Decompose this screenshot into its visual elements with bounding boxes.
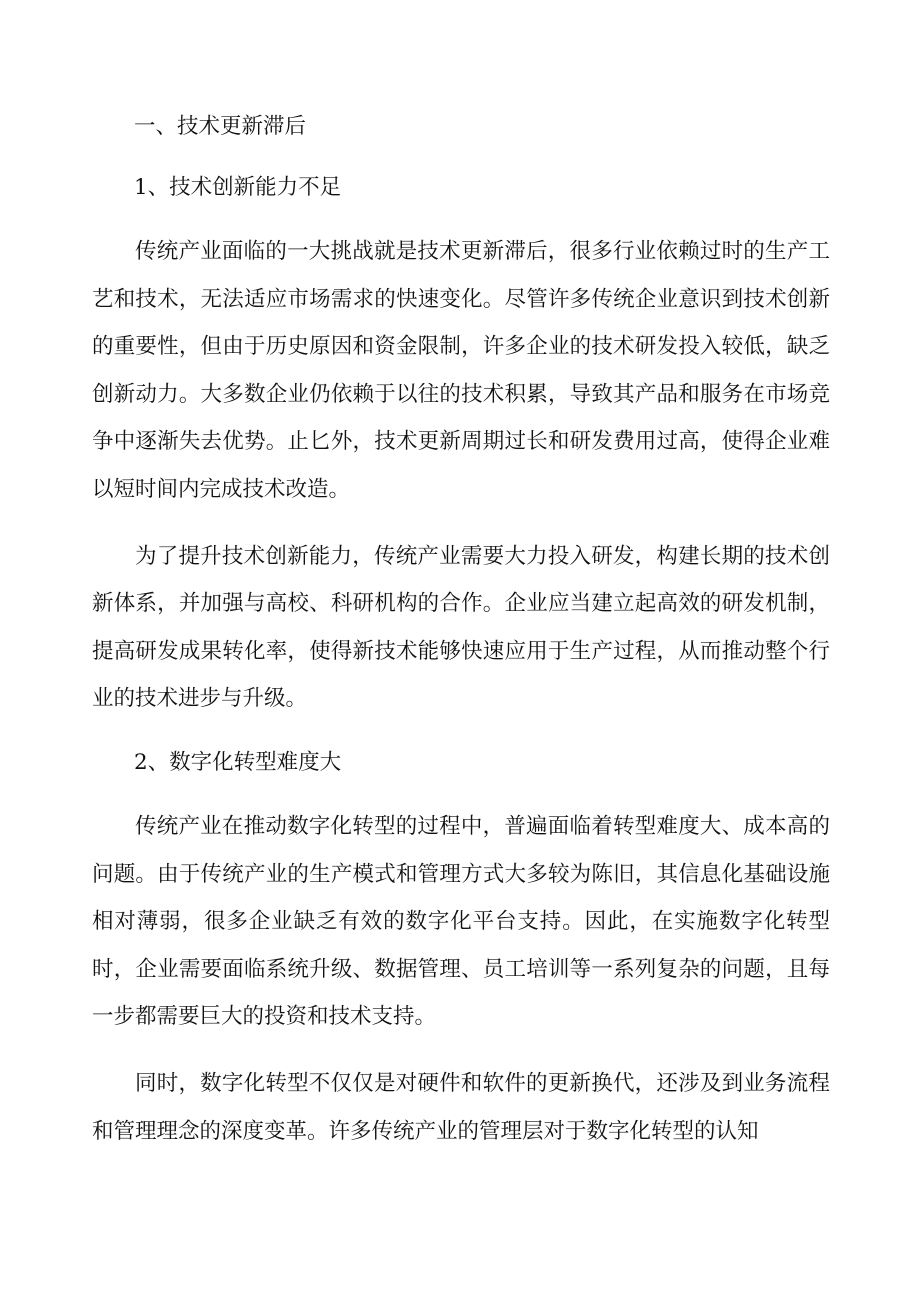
section-heading: 一、技术更新滞后	[134, 114, 307, 139]
paragraph-digital-transformation-2: 同时，数字化转型不仅仅是对硬件和软件的更新换代，还涉及到业务流程和管理理念的深度变革。许多传统产业的管理层对于数字化转型的认知	[92, 1070, 830, 1144]
paragraph-tech-innovation-1: 传统产业面临的一大挑战就是技术更新滞后，很多行业依赖过时的生产工艺和技术，无法适应市场需求的快速变化。尽管许多传统企业意识到技术创新的重要性，但由于历史原因和资金限制，许多企业的技术研发投入较低，缺乏创新动力。大多数企业仍依赖于以往的技术积累，导致其产品和服务在市场竞争中逐渐失去优势。止匕外，技术更新周期过长和研发费用过高，使得企业难以短时间内完成技术改造。	[92, 239, 830, 502]
subsection-heading-1: 1、技术创新能力不足	[134, 175, 342, 200]
paragraph-tech-innovation-2: 为了提升技术创新能力，传统产业需要大力投入研发，构建长期的技术创新体系，并加强与高校、科研机构的合作。企业应当建立起高效的研发机制，提高研发成果转化率，使得新技术能够快速应用于生产过程，从而推动整个行业的技术进步与升级。	[92, 543, 830, 712]
subsection-heading-2: 2、数字化转型难度大	[134, 749, 342, 775]
document-body	[92, 106, 830, 1155]
paragraph-digital-transformation-1: 传统产业在推动数字化转型的过程中，普遍面临着转型难度大、成本高的问题。由于传统产业的生产模式和管理方式大多较为陈旧，其信息化基础设施相对薄弱，很多企业缺乏有效的数字化平台支持。因此，在实施数字化转型时，企业需要面临系统升级、数据管理、员工培训等一系列复杂的问题，且每一步都需要巨大的投资和技术支持。	[92, 813, 830, 1030]
